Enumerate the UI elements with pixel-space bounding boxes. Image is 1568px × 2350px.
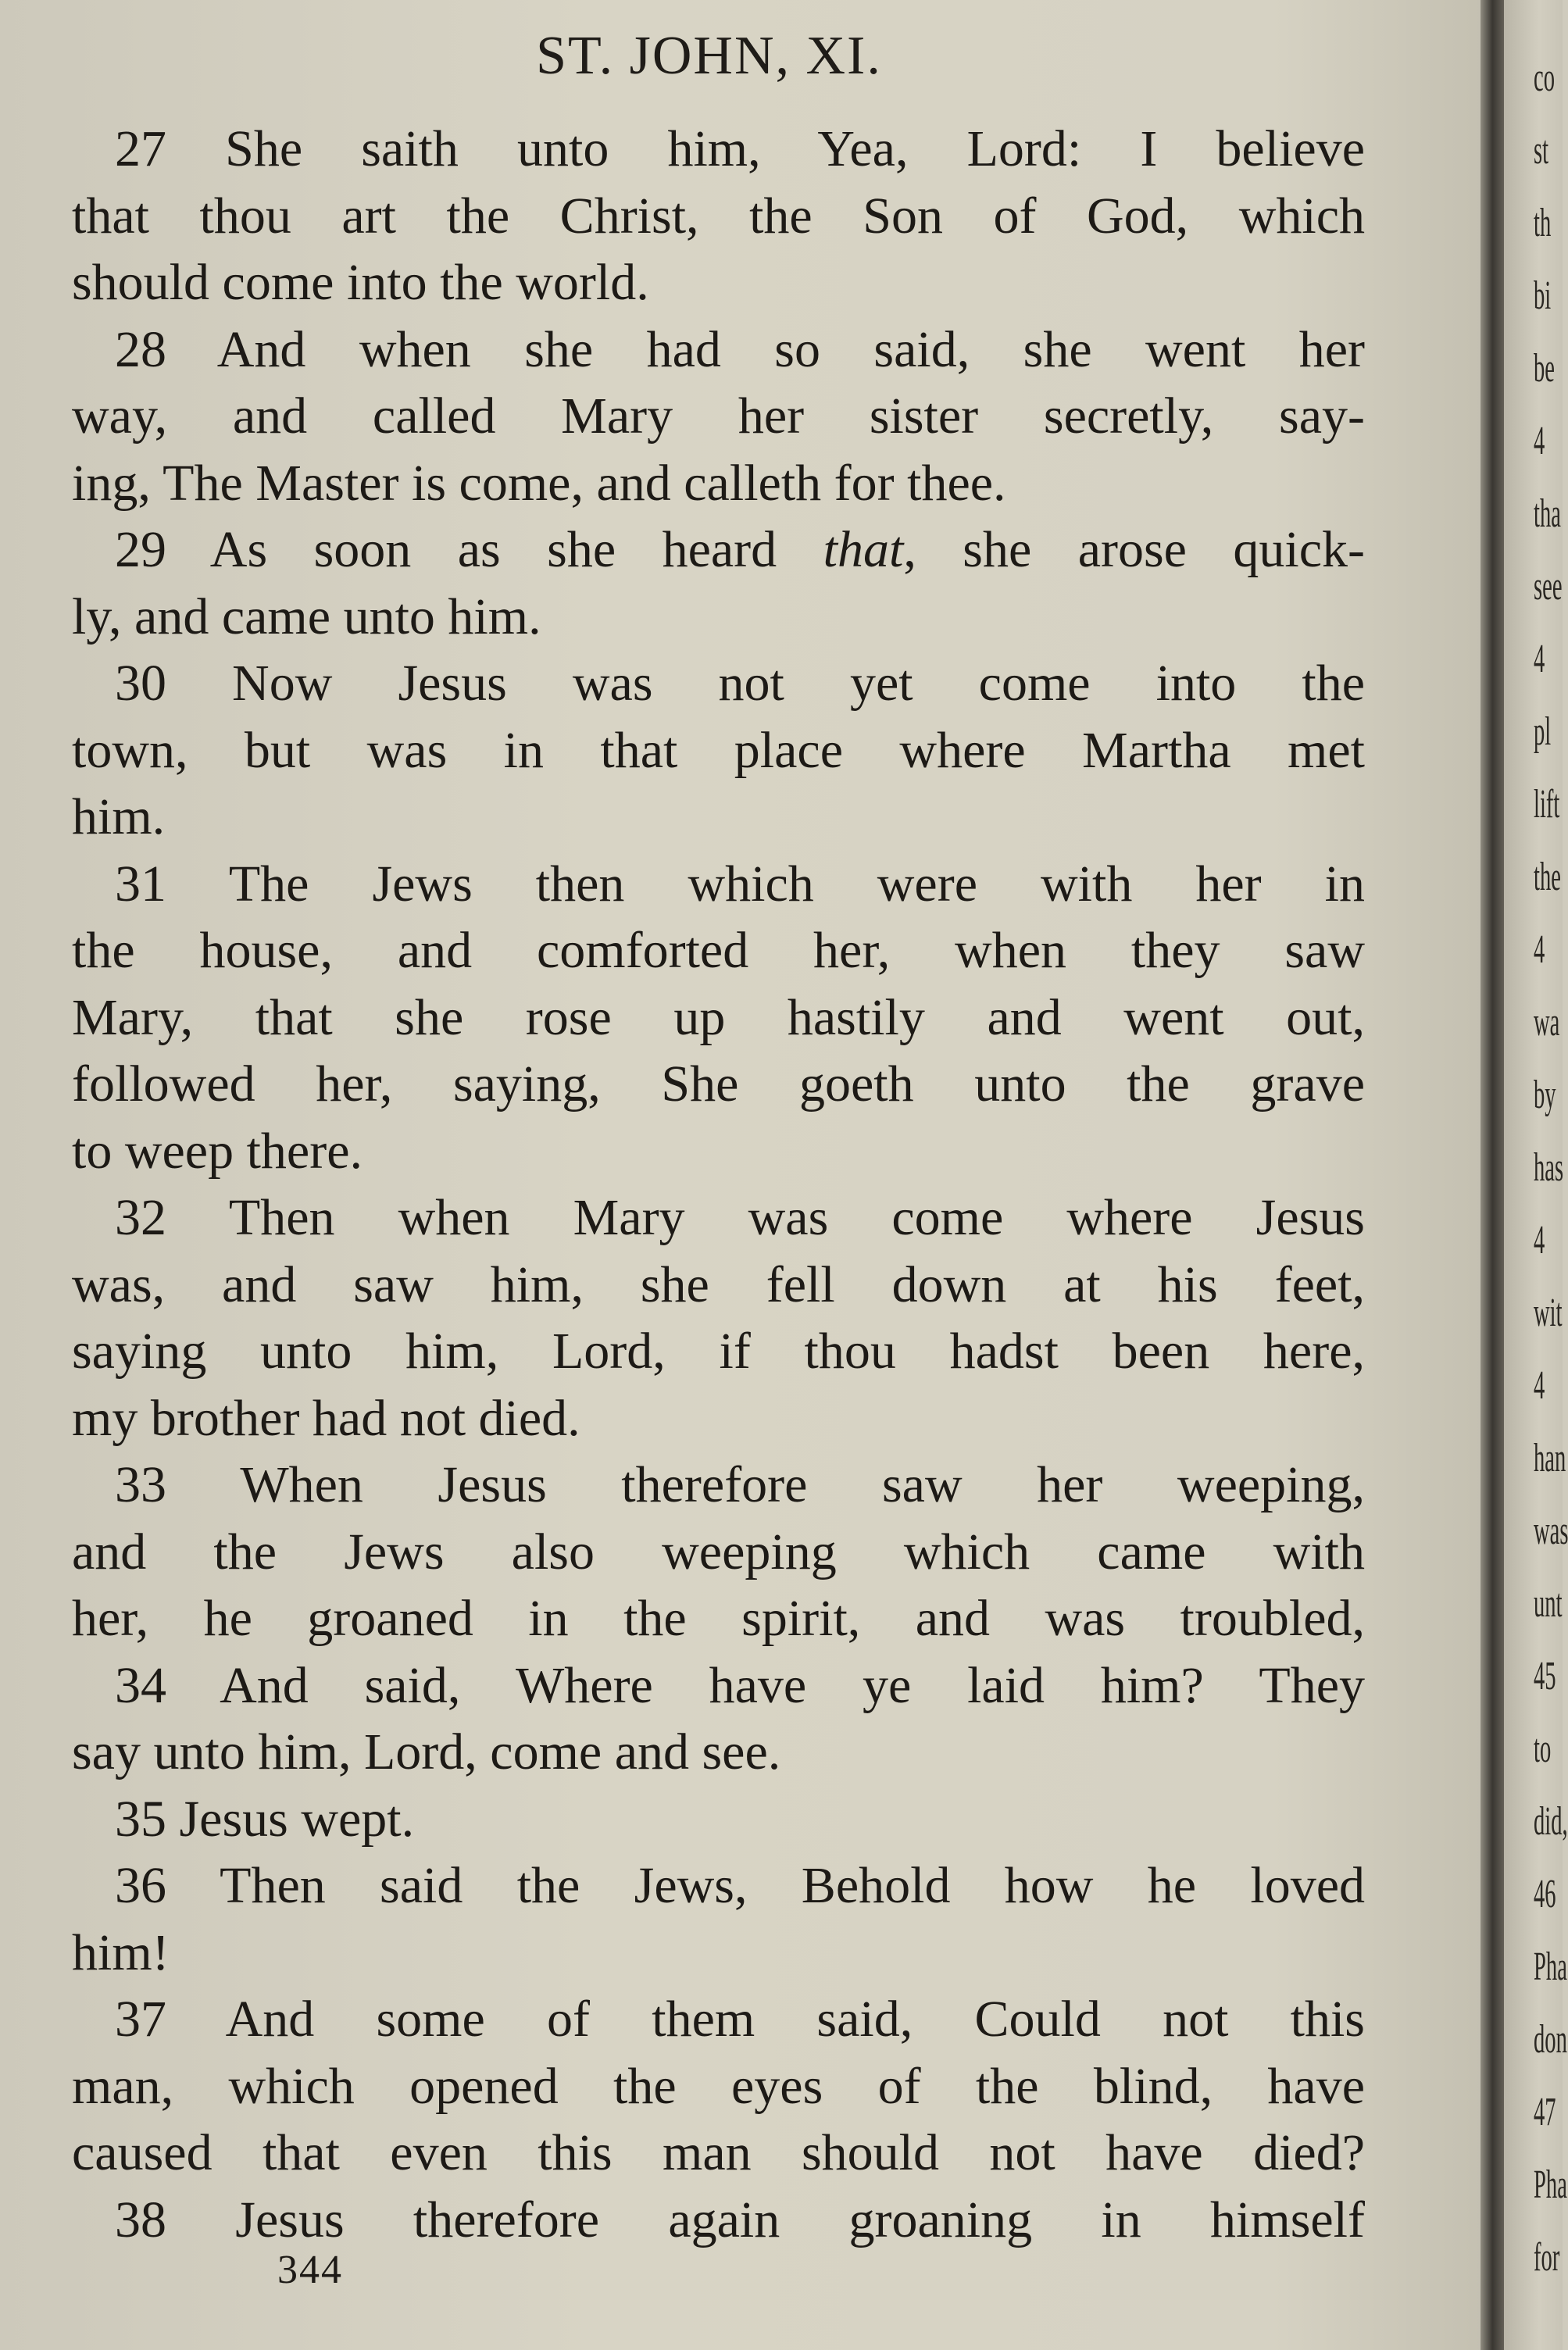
adjacent-page-fragment: the	[1534, 855, 1561, 899]
text-line-content: 27 She saith unto him, Yea, Lord: I believe	[115, 120, 1365, 177]
text-line	[72, 1252, 1365, 1319]
text-line	[72, 516, 1365, 584]
adjacent-page-fragment: unt	[1534, 1581, 1563, 1626]
adjacent-page-fragment: han	[1534, 1436, 1566, 1480]
text-line-content: 38 Jesus therefore again groaning in himself	[115, 2191, 1365, 2248]
text-line-content: ly, and came unto him.	[72, 588, 541, 645]
adjacent-page-fragment: pl	[1534, 709, 1552, 754]
text-line-content: say unto him, Lord, come and see.	[72, 1723, 781, 1780]
text-line	[72, 1652, 1365, 1720]
text-line-content: Mary, that she rose up hastily and went out,	[72, 988, 1365, 1046]
adjacent-page-fragment: for	[1534, 2235, 1560, 2280]
text-line	[72, 1118, 1365, 1185]
text-line-content: man, which opened the eyes of the blind, have	[72, 2057, 1365, 2115]
text-line-content: 35 Jesus wept.	[115, 1790, 415, 1848]
adjacent-page-fragment: was	[1534, 1509, 1568, 1553]
text-line	[72, 1852, 1365, 1920]
text-line	[72, 1786, 1365, 1853]
text-line	[72, 784, 1365, 851]
text-line	[72, 1385, 1365, 1452]
adjacent-page-fragment: 46	[1534, 1872, 1556, 1916]
text-line-content: 30 Now Jesus was not yet come into the	[115, 655, 1365, 712]
adjacent-page-fragment: by	[1534, 1073, 1556, 1117]
text-line-content: 28 And when she had so said, she went her	[115, 320, 1365, 378]
adjacent-page-fragment: wit	[1534, 1291, 1563, 1335]
text-line-content: 36 Then said the Jews, Behold how he loved	[115, 1857, 1365, 1914]
text-line	[72, 249, 1365, 316]
text-line-content: the house, and comforted her, when they saw	[72, 922, 1365, 979]
text-line	[72, 1986, 1365, 2053]
text-line	[72, 2120, 1365, 2187]
text-line-content: 33 When Jesus therefore saw her weeping,	[115, 1456, 1365, 1513]
adjacent-page-fragment: th	[1534, 201, 1552, 245]
book-gutter	[1480, 0, 1507, 2350]
text-line	[72, 2187, 1365, 2254]
text-line	[72, 1585, 1365, 1652]
text-line	[72, 717, 1365, 784]
text-line	[72, 984, 1365, 1052]
adjacent-page-fragment: see	[1534, 564, 1563, 609]
text-line-content: was, and saw him, she fell down at his feet,	[72, 1255, 1365, 1313]
text-line-content: should come into the world.	[72, 254, 649, 311]
text-line-content: caused that even this man should not have died?	[72, 2124, 1365, 2181]
adjacent-page-fragment: to	[1534, 1727, 1552, 1771]
text-line-content: ing, The Master is come, and calleth for thee.	[72, 454, 1006, 512]
text-line	[72, 383, 1365, 450]
adjacent-page-fragment: Pha	[1534, 1945, 1567, 1989]
page-number: 344	[277, 2248, 343, 2292]
adjacent-page-fragment: be	[1534, 346, 1555, 391]
adjacent-page-fragment: 4	[1534, 1218, 1545, 1262]
text-line-content: way, and called Mary her sister secretly, say-	[72, 388, 1365, 445]
text-line-content: followed her, saying, She goeth unto the grave	[72, 1055, 1365, 1112]
running-title: ST. JOHN, XI.	[536, 26, 882, 86]
text-line	[72, 1920, 1365, 1987]
text-line	[72, 1051, 1365, 1118]
text-line-content: him!	[72, 1923, 170, 1981]
text-line	[72, 316, 1365, 384]
text-line-content: 29 As soon as she heard that, she arose quick-	[115, 521, 1366, 578]
scripture-text	[72, 116, 1365, 2253]
text-line	[72, 650, 1365, 717]
adjacent-page-fragment: 47	[1534, 2090, 1556, 2134]
text-line-content: 37 And some of them said, Could not this	[115, 1991, 1365, 2048]
text-line	[72, 851, 1365, 918]
adjacent-page-fragment: 4	[1534, 637, 1545, 681]
adjacent-page-fragment: has	[1534, 1145, 1564, 1190]
text-line-content: and the Jews also weeping which came with	[72, 1523, 1365, 1580]
adjacent-page-fragment: 45	[1534, 1654, 1556, 1698]
adjacent-page-fragment: wa	[1534, 1000, 1560, 1045]
text-line	[72, 584, 1365, 651]
text-line	[72, 1184, 1365, 1252]
text-line	[72, 183, 1365, 250]
adjacent-page-fragment: tha	[1534, 491, 1561, 536]
adjacent-page-fragment: lift	[1534, 782, 1560, 827]
text-line-content: that thou art the Christ, the Son of God, which	[72, 187, 1365, 245]
text-line	[72, 450, 1365, 517]
text-line	[72, 116, 1365, 183]
text-line	[72, 917, 1365, 984]
text-line	[72, 1719, 1365, 1786]
italic-word: that	[823, 521, 904, 578]
adjacent-page-edge	[1504, 0, 1568, 2350]
text-line-content: town, but was in that place where Martha met	[72, 721, 1365, 779]
text-line-content: 31 The Jews then which were with her in	[115, 855, 1365, 912]
text-line	[72, 2053, 1365, 2120]
adjacent-page-fragment: did,	[1534, 1799, 1568, 1844]
adjacent-page-fragment: Pha	[1534, 2162, 1567, 2207]
adjacent-page-fragment: co	[1534, 55, 1555, 100]
text-line	[72, 1318, 1365, 1385]
text-line-content: 34 And said, Where have ye laid him? They	[115, 1656, 1365, 1714]
text-line	[72, 1519, 1365, 1586]
adjacent-page-fragment: 4	[1534, 927, 1545, 972]
adjacent-page-fragment: bi	[1534, 273, 1552, 318]
adjacent-page-fragment: st	[1534, 128, 1549, 173]
adjacent-page-fragment: 4	[1534, 1363, 1545, 1408]
text-line-content: him.	[72, 788, 166, 845]
adjacent-page-fragment: 4	[1534, 419, 1545, 463]
text-line-content: to weep there.	[72, 1122, 363, 1180]
text-line-content: saying unto him, Lord, if thou hadst been here,	[72, 1323, 1365, 1380]
text-line	[72, 1452, 1365, 1519]
text-line-content: my brother had not died.	[72, 1389, 580, 1447]
text-line-content: 32 Then when Mary was come where Jesus	[115, 1189, 1365, 1246]
text-line-content: her, he groaned in the spirit, and was troubled,	[72, 1590, 1365, 1647]
adjacent-page-fragment: don	[1534, 2017, 1567, 2062]
